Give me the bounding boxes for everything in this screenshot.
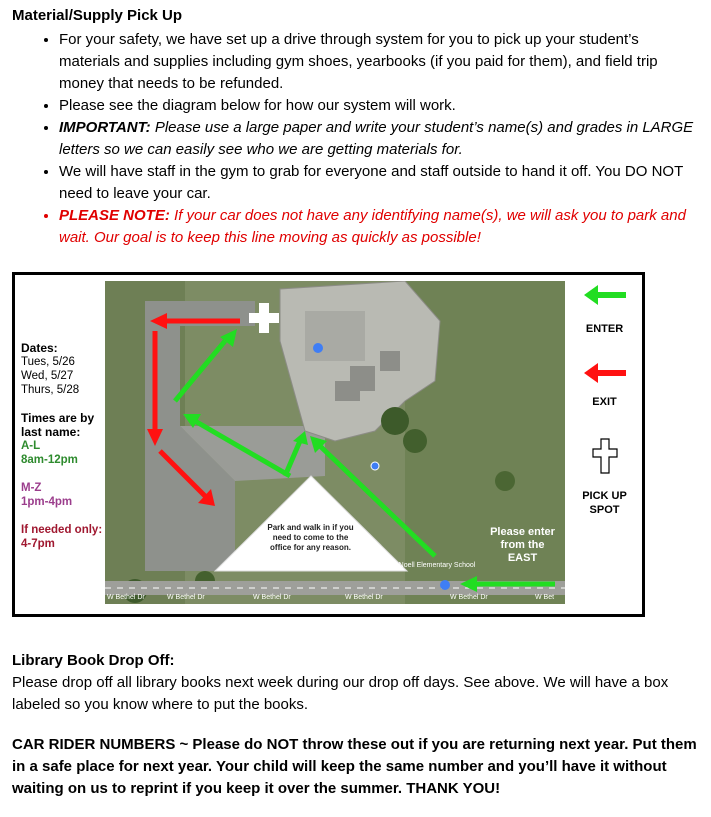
dates-label: Dates:: [21, 341, 58, 355]
bullet-staff: • We will have staff in the gym to grab for everyone and staff outside to hand it off. You DO NOT need to leave your car.: [59, 161, 702, 205]
date-1: Tues, 5/26: [21, 356, 75, 368]
street-label-5: W Bethel Dr: [450, 594, 488, 601]
bullet-safety: • For your safety, we have set up a drive through system for you to pick up your student’s materials and supplies including gym shoes, yearbooks (if you paid for them), and field trip money that needs to be refunded.: [59, 29, 702, 95]
section-pickup: [12, 6, 702, 249]
date-3: Thurs, 5/28: [21, 384, 80, 396]
group-1-time: 8am-12pm: [21, 454, 78, 466]
bullet-please-note: [59, 205, 702, 249]
school-label: Noell Elementary School: [398, 562, 476, 569]
date-2: Wed, 5/27: [21, 370, 74, 382]
section-title-library: Library Book Drop Off:: [12, 652, 175, 669]
enter-east-note: Please enter from the EAST: [490, 526, 555, 564]
please-note-text: If your car does not have any identifying name(s), we will ask you to park and wait. Our goal is to keep this line moving as quickly as possible!: [59, 207, 686, 246]
important-lead: IMPORTANT:: [59, 119, 151, 136]
legend-panel: [567, 275, 642, 614]
schedule-panel: [21, 341, 109, 551]
important-text: Please use a large paper and write your student’s name(s) and grades in LARGE letters so we can easily see who we are getting materials for.: [59, 119, 694, 158]
exit-arrow-icon: [584, 361, 628, 385]
street-label-3: W Bethel Dr: [253, 594, 291, 601]
street-label-1: W Bethel Dr: [107, 594, 145, 601]
street-label-2: W Bethel Dr: [167, 594, 205, 601]
library-text: Please drop off all library books next week during our drop off days. See above. We will have a box labeled so you know where to put the books.: [12, 674, 669, 713]
group-2-time: 1pm-4pm: [21, 496, 73, 508]
group-3-time: 4-7pm: [21, 538, 55, 550]
street-label-4: W Bethel Dr: [345, 594, 383, 601]
street-label-6: W Bet: [535, 594, 555, 601]
pickup-diagram: [12, 272, 645, 617]
group-3-name: If needed only:: [21, 524, 103, 536]
group-1-name: A-L: [21, 440, 41, 452]
legend-enter-label: ENTER: [585, 323, 624, 335]
times-label: Times are by last name:: [21, 411, 95, 439]
pickup-bullets: [12, 29, 702, 249]
group-2-name: M-Z: [21, 482, 42, 494]
section-title-pickup: Material/Supply Pick Up: [12, 7, 183, 24]
please-note-lead: PLEASE NOTE:: [59, 207, 170, 224]
bullet-diagram: • Please see the diagram below for how our system will work.: [59, 95, 702, 117]
car-rider-notice: CAR RIDER NUMBERS ~ Please do NOT throw these out if you are returning next year. Put them in a safe place for next year. Your child will keep the same number and you’ll have it without waiting on us to reprint if you keep it over the summer. THANK YOU!: [12, 736, 697, 797]
legend-pickup-label: PICK UP SPOT: [582, 490, 627, 516]
park-walk-note: Park and walk in if you need to come to the office for any reason.: [267, 523, 354, 552]
section-library: [12, 650, 702, 800]
aerial-map: [105, 281, 565, 604]
enter-arrow-icon: [584, 283, 628, 307]
legend-exit-label: EXIT: [592, 396, 617, 408]
pickup-cross-icon: [592, 438, 618, 474]
bullet-important: [59, 117, 702, 161]
